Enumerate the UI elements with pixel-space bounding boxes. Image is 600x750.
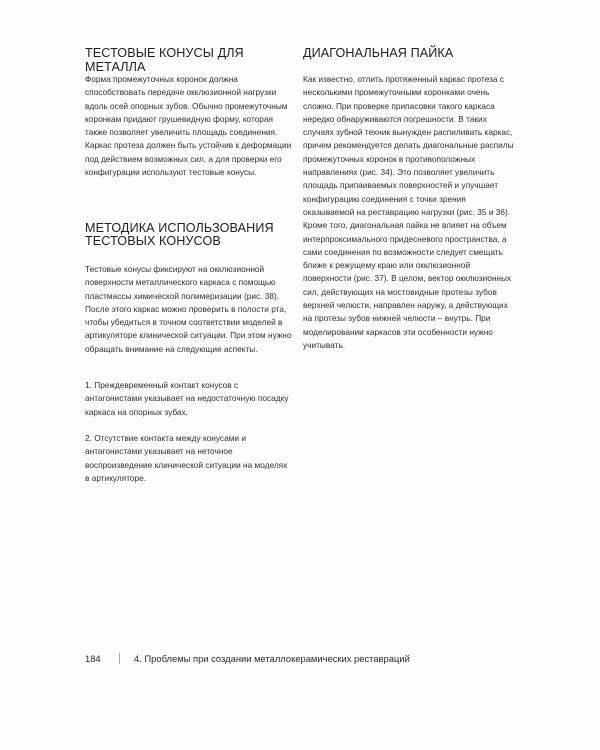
footer-divider (119, 653, 120, 664)
section-title-method-line2: ТЕСТОВЫХ КОНУСОВ (85, 234, 221, 248)
list-item-point2: 2. Отсутствие контакта между конусами и антагонистами указывает на неточное воспроизведение клинической ситуации на моделях в артикуляторе. (85, 433, 288, 483)
section-text-diagonal-soldering: Как известно, отлить протяженный каркас протеза с несколькими промежуточными коронками очень сложно. При проверке припасовки такого каркаса нередко обнаруживаются погрешности. В таких случаях зубной техник вынужден распиливать каркас, причем рекомендуется делать диагональные распилы промежуточных коронок в противоположных направлениях (рис. 34). Это позволяет увеличить площадь припаиваемых поверхностей и улучшает конфигурацию соединения с точки зрения оказываемой на реставрацию нагрузки (рис. 35 и 36). Кроме того, диагональная пайка не влияет на объем интерпроксимального придесневого пространства, а сами соединения по возможности следует смещать ближе к режущему краю или окклюзионной поверхности (рис. 37). В целом, вектор окклюзионных сил, действующих на мостовидные протезы зубов верхней челюсти, направлен наружу, а действующих на протезы зубов нижней челюсти – внутрь. При моделировании каркасов эти особенности нужно учитывать. (303, 74, 514, 350)
list-item-point1: 1. Преждевременный контакт конусов с антагонистами указывает на недостаточную посадку каркаса на опорных зубах. (85, 380, 289, 417)
section-title-method-line1: МЕТОДИКА ИСПОЛЬЗОВАНИЯ (85, 221, 274, 235)
page-number: 184 (85, 653, 101, 664)
section-text-method-intro: Тестовые конусы фиксируют на окклюзионной поверхности металлического каркаса с помощью пластмассы химической полимеризации (рис. 38). После этого каркас можно проверить в полости рта, чтобы убедиться в точном соответствии моделей в артикуляторе клинической ситуации. При этом нужно обращать внимание на следующие аспекты. (85, 264, 292, 354)
section-title-diagonal-soldering: ДИАГОНАЛЬНАЯ ПАЙКА (303, 46, 454, 60)
section-text-metal-test-cones: Форма промежуточных коронок должна способствовать передаче окклюзионной нагрузки вдоль осей опорных зубов. Обычно промежуточным коронкам придают грушевидную форму, которая также позволяет увеличить площадь соединения. Каркас протеза должен быть устойчив к деформации под действием возможных сил, а для проверки его конфигурации используют тестовые конусы. (85, 74, 292, 178)
section-title-metal-test-cones: ТЕСТОВЫЕ КОНУСЫ ДЛЯ МЕТАЛЛА (85, 46, 244, 74)
chapter-title: 4. Проблемы при создании металлокерамических реставраций (134, 653, 410, 664)
page-footer (85, 653, 410, 665)
